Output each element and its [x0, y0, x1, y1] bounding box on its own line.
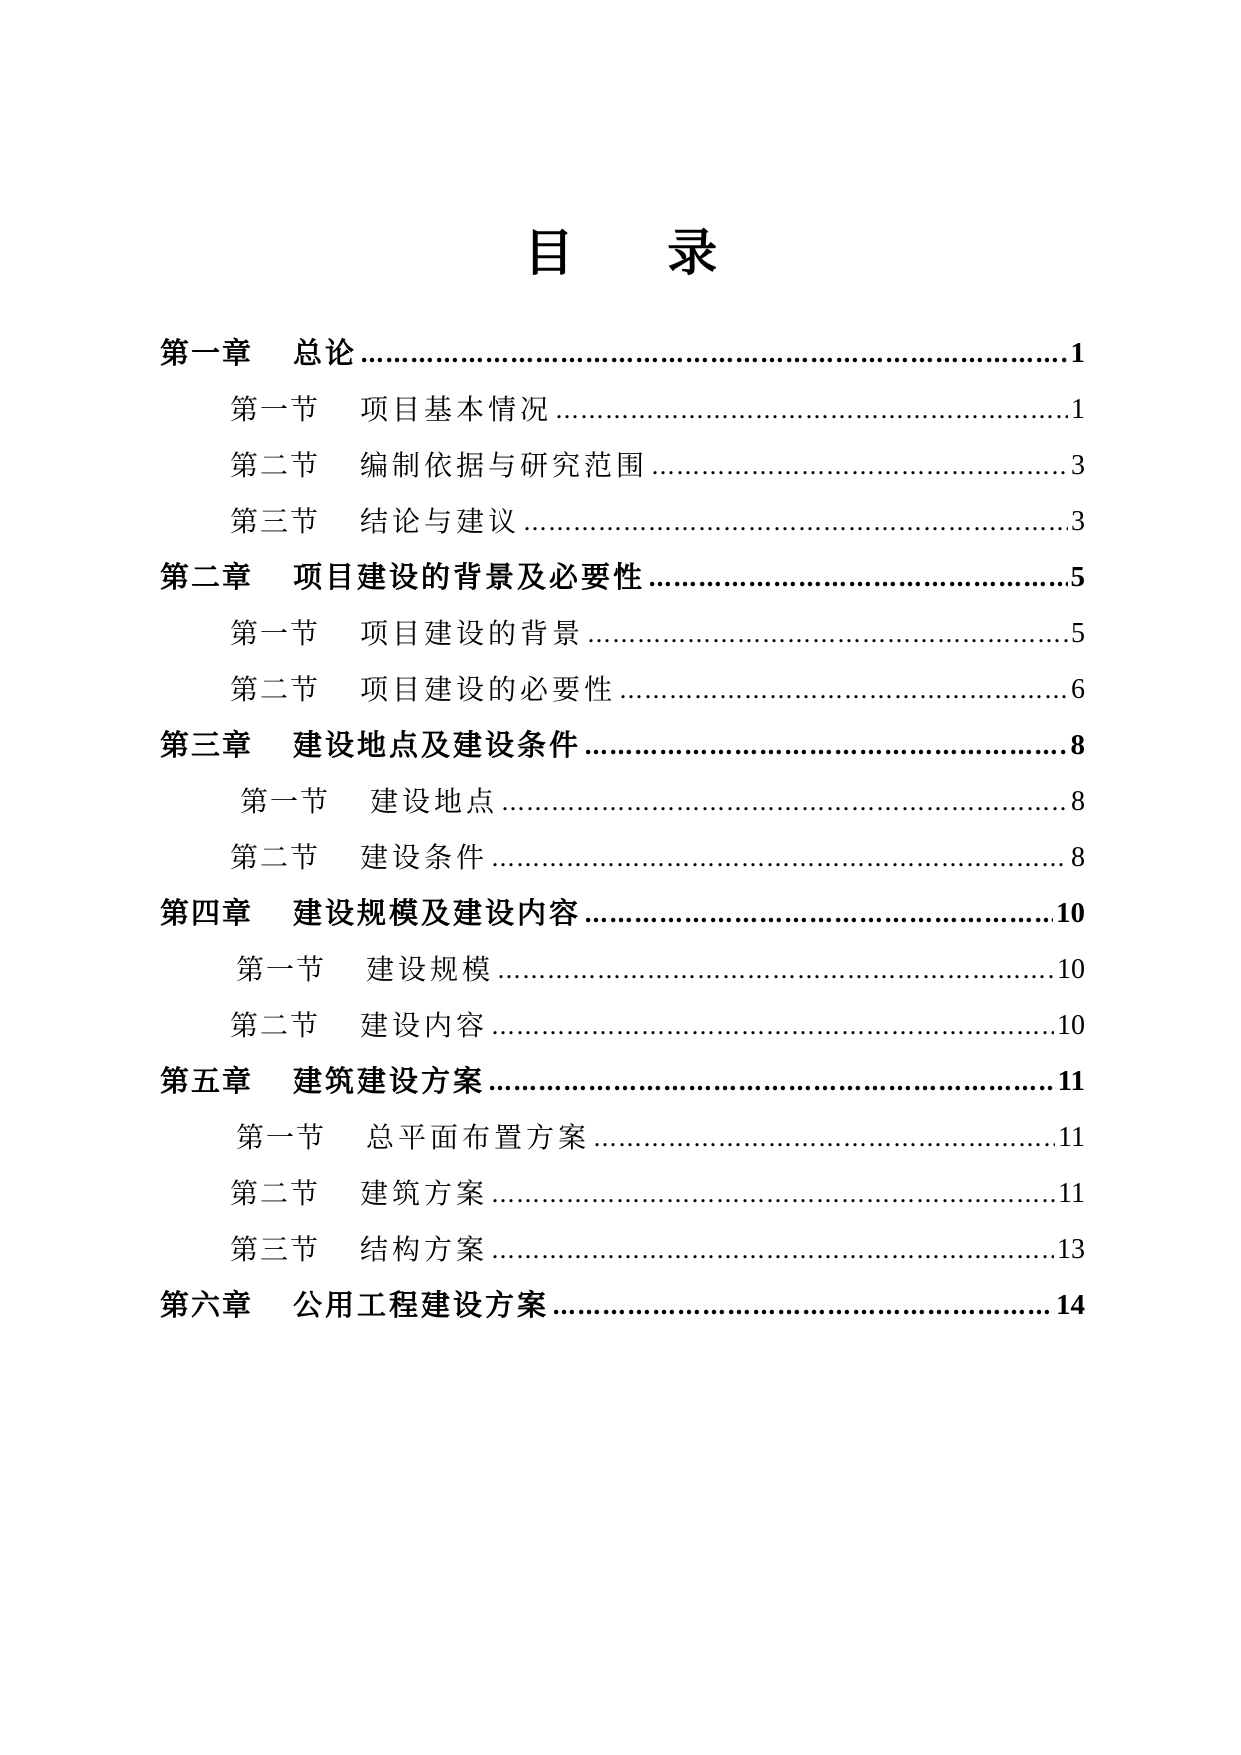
- dot-leader: [552, 1292, 1053, 1320]
- chapter-title: 项目建设的背景及必要性: [293, 560, 646, 594]
- dot-leader: [497, 956, 1054, 984]
- dot-leader: [587, 620, 1068, 648]
- toc-section-entry[interactable]: [230, 608, 1085, 648]
- section-title: 建设地点: [370, 785, 499, 818]
- page-number: 11: [1058, 1122, 1085, 1153]
- toc-section-entry[interactable]: [240, 776, 1085, 816]
- dot-leader: [555, 396, 1068, 424]
- toc-section-entry[interactable]: [230, 384, 1085, 424]
- toc-section-entry[interactable]: [230, 1224, 1085, 1264]
- section-number: 第一节: [230, 393, 321, 426]
- toc-section-entry[interactable]: [230, 664, 1085, 704]
- page-number: 5: [1070, 561, 1085, 593]
- page-number: 8: [1071, 842, 1085, 873]
- dot-leader: [501, 788, 1068, 816]
- section-number: 第三节: [230, 1233, 321, 1266]
- section-title: 编制依据与研究范围: [360, 449, 649, 482]
- section-number: 第二节: [230, 449, 321, 482]
- section-number: 第一节: [236, 953, 327, 986]
- dot-leader: [523, 508, 1068, 536]
- dot-leader: [651, 452, 1068, 480]
- page-number: 14: [1056, 1289, 1085, 1321]
- dot-leader: [491, 1012, 1054, 1040]
- chapter-title: 建设规模及建设内容: [293, 896, 582, 930]
- dot-leader: [360, 340, 1067, 368]
- toc-section-entry[interactable]: [236, 944, 1085, 984]
- page-number: 10: [1056, 897, 1085, 929]
- section-title: 项目基本情况: [360, 393, 553, 426]
- toc-chapter-entry[interactable]: [160, 1056, 1085, 1096]
- page-number: 13: [1057, 1234, 1085, 1265]
- dot-leader: [584, 732, 1067, 760]
- chapter-title: 建筑建设方案: [293, 1064, 486, 1098]
- section-title: 建设条件: [360, 841, 489, 874]
- chapter-number: 第三章: [160, 728, 254, 762]
- dot-leader: [491, 1236, 1054, 1264]
- dot-leader: [488, 1068, 1055, 1096]
- section-number: 第一节: [230, 617, 321, 650]
- toc-section-entry[interactable]: [230, 440, 1085, 480]
- section-title: 建设规模: [366, 953, 495, 986]
- chapter-number: 第四章: [160, 896, 254, 930]
- page-number: 11: [1057, 1065, 1085, 1097]
- section-title: 结构方案: [360, 1233, 489, 1266]
- dot-leader: [491, 1180, 1055, 1208]
- toc-section-entry[interactable]: [230, 1168, 1085, 1208]
- page-number: 1: [1070, 337, 1085, 369]
- chapter-number: 第一章: [160, 336, 254, 370]
- dot-leader: [491, 844, 1068, 872]
- page-number: 3: [1071, 450, 1085, 481]
- chapter-number: 第二章: [160, 560, 254, 594]
- dot-leader: [648, 564, 1067, 592]
- toc-section-entry[interactable]: [230, 496, 1085, 536]
- section-title: 总平面布置方案: [366, 1121, 591, 1154]
- toc-chapter-entry[interactable]: [160, 328, 1085, 368]
- dot-leader: [619, 676, 1068, 704]
- section-number: 第三节: [230, 505, 321, 538]
- toc-section-entry[interactable]: [230, 1000, 1085, 1040]
- page-number: 3: [1071, 506, 1085, 537]
- page-number: 11: [1058, 1178, 1085, 1209]
- section-title: 项目建设的必要性: [360, 673, 617, 706]
- section-title: 建筑方案: [360, 1177, 489, 1210]
- toc-chapter-entry[interactable]: [160, 552, 1085, 592]
- chapter-title: 总论: [293, 336, 358, 370]
- toc-title: 目 录: [523, 224, 756, 282]
- toc-section-entry[interactable]: [236, 1112, 1085, 1152]
- toc-section-entry[interactable]: [230, 832, 1085, 872]
- page-number: 8: [1071, 786, 1085, 817]
- toc-chapter-entry[interactable]: [160, 720, 1085, 760]
- dot-leader: [593, 1124, 1055, 1152]
- chapter-number: 第六章: [160, 1288, 254, 1322]
- section-number: 第二节: [230, 1177, 321, 1210]
- page-number: 5: [1071, 618, 1085, 649]
- toc-chapter-entry[interactable]: [160, 1280, 1085, 1320]
- chapter-number: 第五章: [160, 1064, 254, 1098]
- section-number: 第二节: [230, 841, 321, 874]
- section-title: 项目建设的背景: [360, 617, 585, 650]
- page-number: 6: [1071, 674, 1085, 705]
- toc-chapter-entry[interactable]: [160, 888, 1085, 928]
- page-number: 10: [1057, 1010, 1085, 1041]
- page-number: 1: [1071, 394, 1085, 425]
- section-number: 第一节: [236, 1121, 327, 1154]
- dot-leader: [584, 900, 1053, 928]
- page-number: 8: [1070, 729, 1085, 761]
- chapter-title: 建设地点及建设条件: [293, 728, 582, 762]
- section-title: 建设内容: [360, 1009, 489, 1042]
- page-number: 10: [1057, 954, 1085, 985]
- section-number: 第二节: [230, 673, 321, 706]
- chapter-title: 公用工程建设方案: [293, 1288, 550, 1322]
- section-number: 第一节: [240, 785, 331, 818]
- section-title: 结论与建议: [360, 505, 521, 538]
- section-number: 第二节: [230, 1009, 321, 1042]
